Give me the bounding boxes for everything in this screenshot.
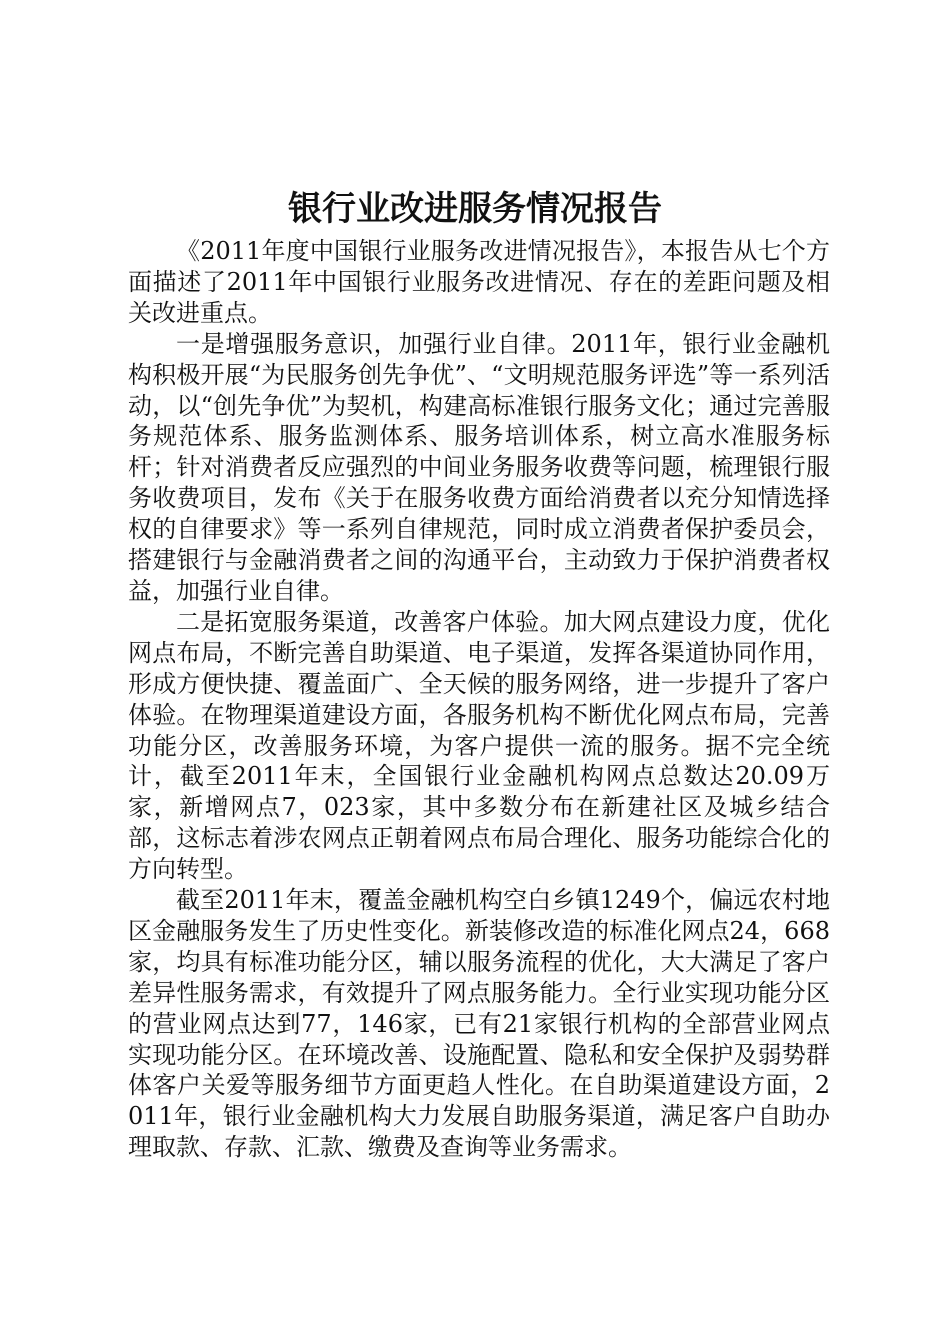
paragraph-service-channels: 二是拓宽服务渠道，改善客户体验。加大网点建设力度，优化网点布局，不断完善自助渠道、电子渠道，发挥各渠道协同作用，形成方便快捷、覆盖面广、全天候的服务网络，进一步提升了客户体验。在物理渠道建设方面，各服务机构不断优化网点布局，完善功能分区，改善服务环境，为客户提供一流的服务。据不完全统计，截至2011年末，全国银行业金融机构网点总数达20.09万家，新增网点7，023家，其中多数分布在新建社区及城乡结合部，这标志着涉农网点正朝着网点布局合理化、服务功能综合化的方向转型。 — [128, 607, 830, 884]
document-title: 银行业改进服务情况报告 — [288, 189, 662, 229]
paragraph-branch-statistics: 截至2011年末，覆盖金融机构空白乡镇1249个，偏远农村地区金融服务发生了历史性变化。新装修改造的标准化网点24，668家，均具有标准功能分区，辅以服务流程的优化，大大满足了客户差异性服务需求，有效提升了网点服务能力。全行业实现功能分区的营业网点达到77，146家，已有21家银行机构的全部营业网点实现功能分区。在环境改善、设施配置、隐私和安全保护及弱势群体客户关爱等服务细节方面更趋人性化。在自助渠道建设方面，2011年，银行业金融机构大力发展自助服务渠道，满足客户自助办理取款、存款、汇款、缴费及查询等业务需求。 — [128, 886, 830, 1162]
paragraph-service-awareness: 一是增强服务意识，加强行业自律。2011年，银行业金融机构积极开展“为民服务创先争优”、“文明规范服务评选”等一系列活动，以“创先争优”为契机，构建高标准银行服务文化；通过完善服务规范体系、服务监测体系、服务培训体系，树立高水准服务标杆；针对消费者反应强烈的中间业务服务收费等问题，梳理银行服务收费项目，发布《关于在服务收费方面给消费者以充分知情选择权的自律要求》等一系列自律规范，同时成立消费者保护委员会，搭建银行与金融消费者之间的沟通平台，主动致力于保护消费者权益，加强行业自律。 — [128, 329, 830, 605]
paragraph-intro: 《2011年度中国银行业服务改进情况报告》，本报告从七个方面描述了2011年中国银行业服务改进情况、存在的差距问题及相关改进重点。 — [128, 237, 830, 327]
document-body — [128, 236, 830, 1163]
